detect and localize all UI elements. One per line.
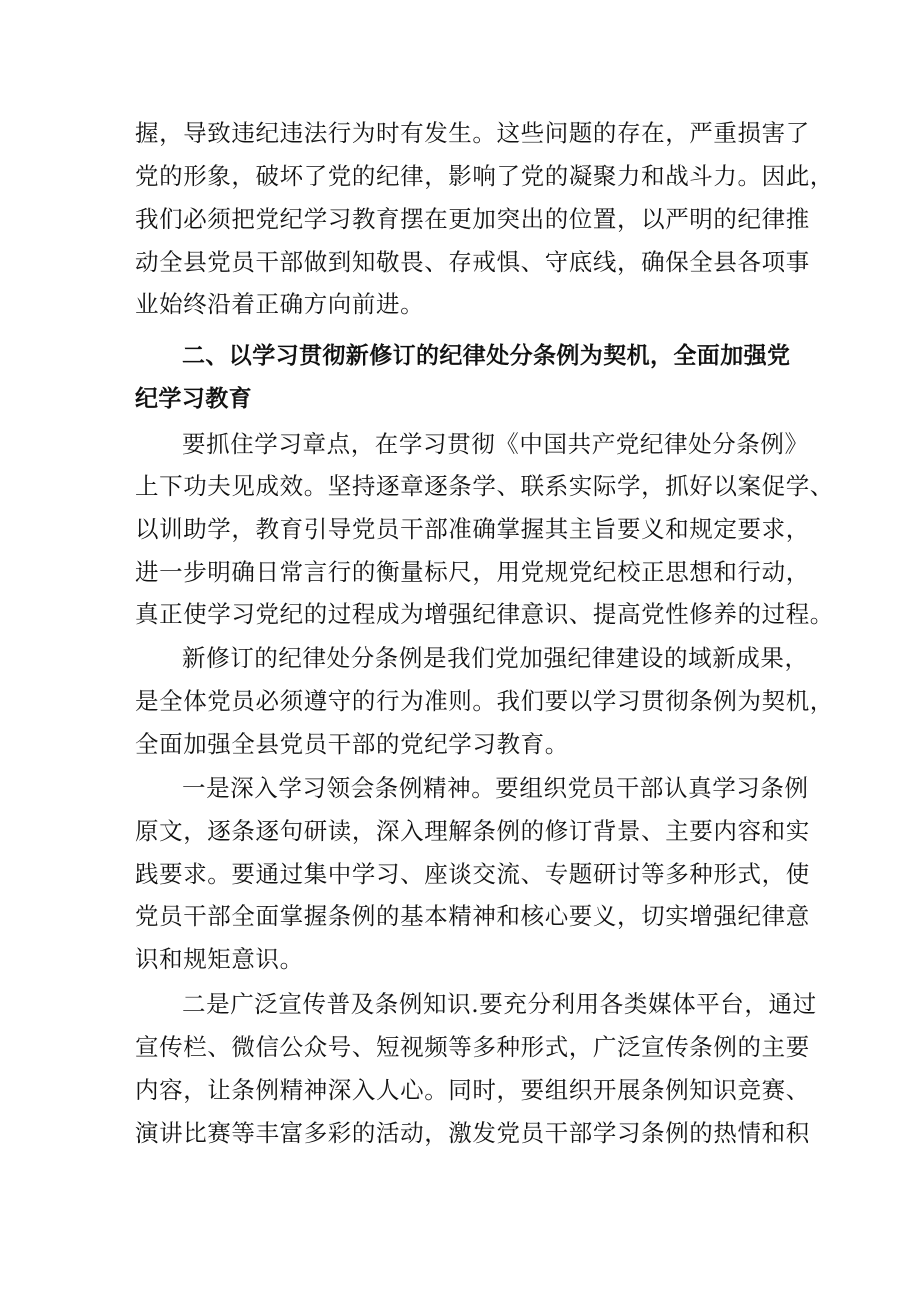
- text-line: 握，导致违纪违法行为时有发生。这些问题的存在，严重损害了: [135, 119, 810, 147]
- text-line: 内容，让条例精神深入人心。同时，要组织开展条例知识竞赛、: [135, 1076, 810, 1104]
- text-line: 识和规矩意识。: [135, 945, 304, 973]
- text-line: 宣传栏、微信公众号、短视频等多种形式，广泛宣传条例的主要: [135, 1033, 810, 1061]
- text-line: 党员干部全面掌握条例的基本精神和核心要义，切实增强纪律意: [135, 902, 810, 930]
- text-line: 原文，逐条逐句研读，深入理解条例的修订背景、主要内容和实: [135, 817, 810, 845]
- text-line: 业始终沿着正确方向前进。: [135, 290, 425, 318]
- text-line: 进一步明确日常言行的衡量标尺，用党规党纪校正思想和行动，: [135, 558, 810, 586]
- text-line: 动全县党员干部做到知敬畏、存戒惧、守底线，确保全县各项事: [135, 248, 810, 276]
- text-line: 真正使学习党纪的过程成为增强纪律意识、提高党性修养的过程。: [135, 600, 834, 628]
- text-line: 以训助学，教育引导党员干部准确掌握其主旨要义和规定要求，: [135, 515, 810, 543]
- text-line: 全面加强全县党员干部的党纪学习教育。: [135, 730, 569, 758]
- heading-line: 纪学习教育: [135, 386, 252, 412]
- text-line: 二是广泛宣传普及条例知识.要充分利用各类媒体平台，通过: [182, 990, 817, 1018]
- text-line: 是全体党员必须遵守的行为准则。我们要以学习贯彻条例为契机，: [135, 687, 834, 715]
- text-line: 上下功夫见成效。坚持逐章逐条学、联系实际学，抓好以案促学、: [135, 472, 834, 500]
- text-line: 党的形象，破坏了党的纪律，影响了党的凝聚力和战斗力。因此，: [135, 162, 834, 190]
- text-line: 要抓住学习章点，在学习贯彻《中国共产党纪律处分条例》: [182, 430, 809, 458]
- heading-line: 二、以学习贯彻新修订的纪律处分条例为契机，全面加强党: [182, 343, 791, 369]
- text-line: 我们必须把党纪学习教育摆在更加突出的位置，以严明的纪律推: [135, 205, 810, 233]
- text-line: 新修订的纪律处分条例是我们党加强纪律建设的域新成果，: [182, 644, 809, 672]
- text-line: 践要求。要通过集中学习、座谈交流、专题研讨等多种形式，使: [135, 860, 810, 888]
- text-line: 演讲比赛等丰富多彩的活动，激发党员干部学习条例的热情和积: [135, 1119, 810, 1147]
- text-line: 一是深入学习领会条例精神。要组织党员干部认真学习条例: [182, 774, 809, 802]
